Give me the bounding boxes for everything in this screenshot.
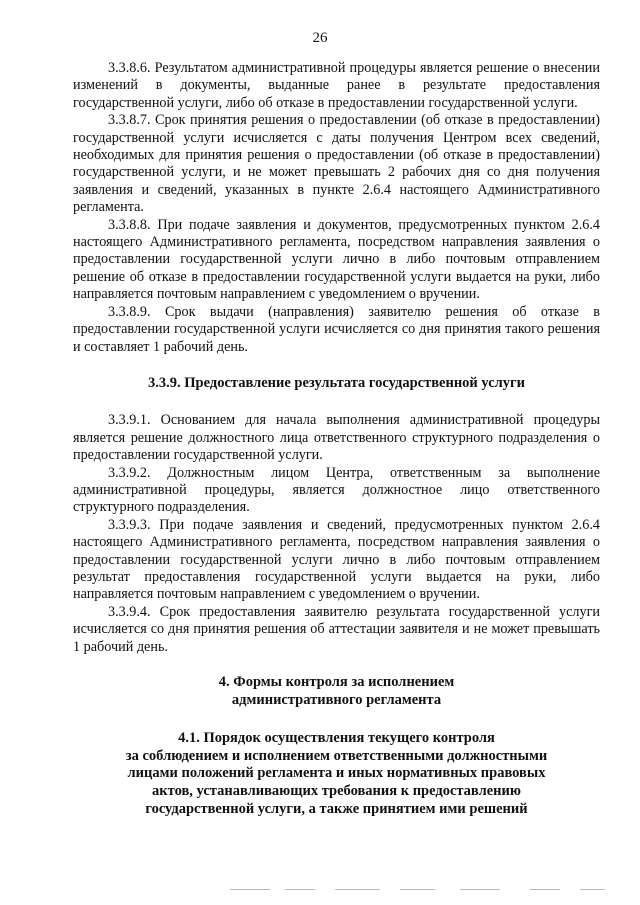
section-heading-line: лицами положений регламента и иных нормативных правовых [127,765,546,782]
paragraph-3-3-9-2: 3.3.9.2. Должностным лицом Центра, ответственным за выполнение административной процедуры, является должностное лицо ответственного структурного подразделения. [73,464,600,516]
scan-mark [460,889,500,890]
section-heading-4-1 [73,730,600,818]
paragraph-3-3-9-3: 3.3.9.3. При подаче заявления и сведений, предусмотренных пунктом 2.6.4 настоящего Административного регламента, посредством направления заявления о предоставлении государственной услуги лично в либо почтовым отправлением результат предоставления государственной услуги выдается на руки, либо направляется почтовым направлением с уведомлением о вручении. [73,516,600,603]
section-heading-3-3-9: 3.3.9. Предоставление результата государственной услуги [148,374,525,391]
section-heading-line: 4.1. Порядок осуществления текущего контроля [178,730,495,747]
section-heading-line: за соблюдением и исполнением ответственными должностными [125,747,548,764]
scan-mark [230,889,270,890]
scan-mark [285,889,315,890]
section-heading-line: государственной услуги, а также принятием ими решений [145,800,528,817]
scan-mark [580,889,605,890]
page-number: 26 [312,30,328,46]
paragraph-3-3-8-7: 3.3.8.7. Срок принятия решения о предоставлении (об отказе в предоставлении) государственной услуги исчисляется с даты получения Центром всех сведений, необходимых для принятия решения о предоставлении (об отказе в предоставлении) государственной услуги, и не может превышать 2 рабочих дня со дня получения заявления и сведений, указанных в пункте 2.6.4 настоящего Административного регламента. [73,112,600,216]
scan-mark [335,889,380,890]
scan-mark [530,889,560,890]
paragraph-3-3-9-4: 3.3.9.4. Срок предоставления заявителю результата государственной услуги исчисляется со дня принятия решения об аттестации заявителя и не может превышать 1 рабочий день. [73,603,600,655]
scan-mark [400,889,435,890]
paragraph-3-3-8-9: 3.3.8.9. Срок выдачи (направления) заявителю решения об отказе в предоставлении государственной услуги исчисляется со дня принятия такого решения и составляет 1 рабочий день. [73,303,600,355]
chapter-heading-line: административного регламента [231,691,442,708]
page-content [73,60,600,818]
scan-artifact-marks [230,887,610,893]
chapter-heading-line: 4. Формы контроля за исполнением [218,674,455,690]
chapter-heading-4 [73,674,600,709]
section-heading-line: актов, устанавливающих требования к предоставлению [152,782,521,799]
paragraph-3-3-8-6: 3.3.8.6. Результатом административной процедуры является решение о внесении изменений в документы, выданные ранее в результате предоставления государственной услуги, либо об отказе в предоставлении государственной услуги. [73,60,600,111]
paragraph-3-3-8-8: 3.3.8.8. При подаче заявления и документов, предусмотренных пунктом 2.6.4 настоящего Административного регламента, посредством направления заявления о предоставлении государственной услуги лично в либо почтовым отправлением решение об отказе в предоставлении государственной услуги выдается на руки, либо направляется почтовым направлением с уведомлением о вручении. [73,216,600,303]
paragraph-3-3-9-1: 3.3.9.1. Основанием для начала выполнения административной процедуры является решение должностного лица ответственного структурного подразделения о предоставлении государственной услуги. [73,412,600,464]
